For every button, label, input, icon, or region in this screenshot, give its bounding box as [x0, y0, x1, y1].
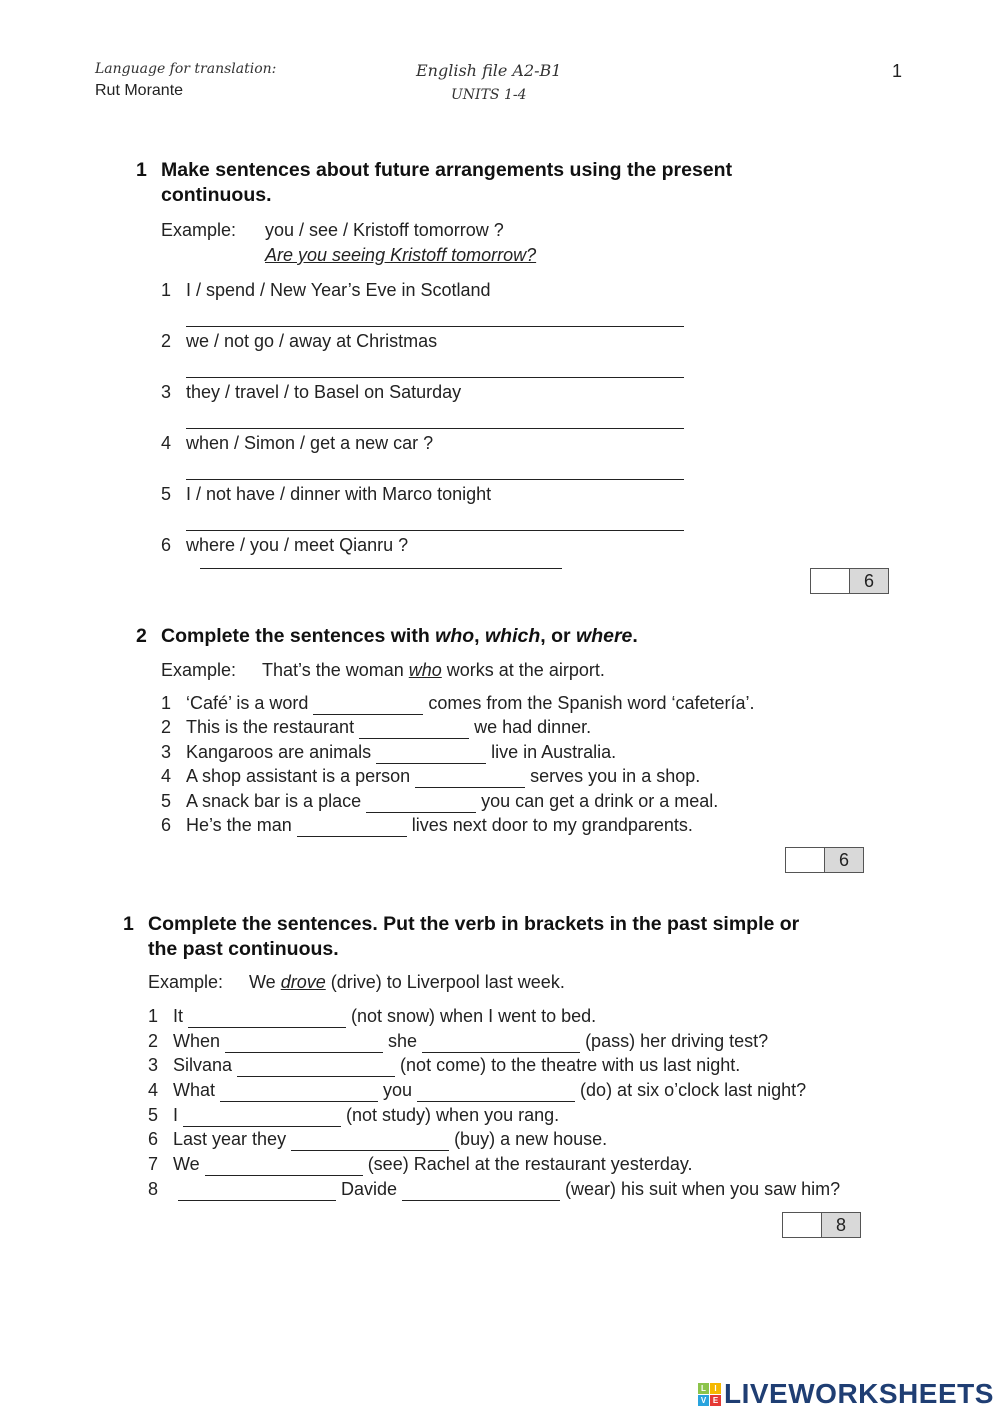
answer-line[interactable] — [186, 304, 684, 327]
sentence-text: (not snow) when I went to bed. — [351, 1006, 597, 1026]
sentence-text: (not come) to the theatre with us last night. — [400, 1055, 741, 1075]
item-prompt: where / you / meet Qianru ? — [186, 535, 409, 555]
heading-end: . — [632, 625, 638, 647]
section1-score-total: 6 — [850, 569, 888, 593]
section1-heading-line2: continuous. — [161, 184, 272, 206]
answer-blank[interactable] — [415, 769, 525, 788]
answer-blank[interactable] — [188, 1009, 346, 1028]
sentence-text: (not study) when you rang. — [346, 1105, 560, 1125]
section3-example — [249, 971, 565, 993]
sentence-text: (pass) her driving test? — [585, 1031, 769, 1051]
item-number: 5 — [161, 791, 172, 811]
item-number: 6 — [148, 1129, 159, 1149]
answer-line[interactable] — [186, 406, 684, 429]
answer-blank[interactable] — [376, 745, 486, 764]
sentence — [186, 790, 718, 813]
example-text: (drive) to Liverpool last week. — [325, 972, 565, 992]
sentence-text: comes from the Spanish word ‘cafetería’. — [428, 693, 755, 713]
sentence-text: It — [173, 1006, 184, 1026]
cube-letter: I — [710, 1383, 721, 1394]
item-prompt: when / Simon / get a new car ? — [186, 433, 434, 453]
answer-line[interactable] — [186, 508, 684, 531]
sentence — [186, 692, 755, 715]
sentence — [173, 1005, 596, 1028]
sentence — [173, 1153, 693, 1176]
item-prompt: they / travel / to Basel on Saturday — [186, 382, 462, 402]
answer-line[interactable] — [186, 355, 684, 378]
answer-line[interactable] — [200, 546, 562, 569]
section2-score-input[interactable] — [786, 848, 825, 872]
sentence-text: When — [173, 1031, 221, 1051]
item-number: 1 — [161, 280, 172, 300]
item-number: 8 — [148, 1179, 159, 1199]
example-text: works at the airport. — [441, 660, 605, 680]
sentence — [186, 716, 591, 739]
logo-cube-icon — [698, 1383, 721, 1406]
units-label: UNITS 1-4 — [451, 87, 527, 103]
sentence-text: (see) Rachel at the restaurant yesterday. — [367, 1154, 693, 1174]
section2-heading — [161, 624, 638, 649]
item-number: 2 — [148, 1031, 159, 1051]
heading-sep: , or — [540, 625, 577, 647]
section3-heading-line2: the past continuous. — [148, 938, 339, 960]
example-text: That’s the woman — [262, 660, 409, 680]
item-number: 1 — [161, 693, 172, 713]
section3-example-label: Example: — [148, 972, 224, 992]
item-prompt: I / not have / dinner with Marco tonight — [186, 484, 492, 504]
item-number: 7 — [148, 1154, 159, 1174]
answer-blank[interactable] — [178, 1182, 336, 1201]
sentence-text: (wear) his suit when you saw him? — [565, 1179, 841, 1199]
answer-blank[interactable] — [297, 818, 407, 837]
cube-letter: L — [698, 1383, 709, 1394]
section1-example-answer: Are you seeing Kristoff tomorrow? — [265, 245, 537, 265]
heading-word-which: which — [485, 625, 541, 647]
answer-blank[interactable] — [183, 1108, 341, 1127]
section1-number: 1 — [136, 159, 147, 181]
liveworksheets-logo — [698, 1378, 994, 1410]
language-label: Language for translation: — [95, 61, 277, 77]
item-prompt: we / not go / away at Christmas — [186, 331, 438, 351]
section3-score-box — [782, 1212, 861, 1238]
section1-score-box — [810, 568, 889, 594]
page-number: 1 — [892, 61, 903, 81]
answer-blank[interactable] — [220, 1083, 378, 1102]
section3-score-total: 8 — [822, 1213, 860, 1237]
item-prompt: I / spend / New Year’s Eve in Scotland — [186, 280, 491, 300]
section2-score-box — [785, 847, 864, 873]
sentence-text: Silvana — [173, 1055, 233, 1075]
item-number: 1 — [148, 1006, 159, 1026]
answer-blank[interactable] — [402, 1182, 560, 1201]
sentence-text: (do) at six o’clock last night? — [580, 1080, 807, 1100]
sentence-text: she — [388, 1031, 418, 1051]
answer-blank[interactable] — [225, 1034, 383, 1053]
item-number: 6 — [161, 815, 172, 835]
sentence — [186, 741, 616, 764]
heading-text: Complete the sentences with — [161, 625, 436, 647]
sentence-text: A shop assistant is a person — [186, 766, 411, 786]
sentence-text: lives next door to my grandparents. — [411, 815, 693, 835]
example-answer: who — [408, 660, 442, 680]
item-number: 3 — [161, 382, 172, 402]
section1-heading-line1: Make sentences about future arrangements using the present — [161, 159, 733, 181]
answer-blank[interactable] — [313, 696, 423, 715]
sentence-text: Kangaroos are animals — [186, 742, 372, 762]
heading-word-where: where — [576, 625, 633, 647]
item-number: 2 — [161, 331, 172, 351]
sentence-text: we had dinner. — [474, 717, 592, 737]
sentence-text: (buy) a new house. — [454, 1129, 608, 1149]
sentence — [173, 1104, 559, 1127]
sentence — [186, 814, 693, 837]
heading-sep: , — [474, 625, 485, 647]
example-answer: drove — [280, 972, 326, 992]
sentence-text: We — [173, 1154, 200, 1174]
sentence-text: Last year they — [173, 1129, 287, 1149]
sentence-text: He’s the man — [186, 815, 292, 835]
sentence — [173, 1178, 840, 1201]
sentence-text: Davide — [341, 1179, 398, 1199]
answer-blank[interactable] — [237, 1058, 395, 1077]
answer-blank[interactable] — [422, 1034, 580, 1053]
section1-score-input[interactable] — [811, 569, 850, 593]
section3-score-input[interactable] — [783, 1213, 822, 1237]
cube-letter: E — [710, 1395, 721, 1406]
section1-example-label: Example: — [161, 220, 237, 240]
item-number: 6 — [161, 535, 172, 555]
section2-example-label: Example: — [161, 660, 237, 680]
document-title: English file A2-B1 — [416, 61, 562, 80]
sentence-text: This is the restaurant — [186, 717, 355, 737]
sentence-text: serves you in a shop. — [530, 766, 701, 786]
item-number: 4 — [161, 433, 172, 453]
sentence — [173, 1030, 768, 1053]
sentence — [173, 1054, 740, 1077]
sentence — [173, 1079, 806, 1102]
answer-line[interactable] — [186, 457, 684, 480]
item-number: 3 — [148, 1055, 159, 1075]
sentence-text: you can get a drink or a meal. — [481, 791, 719, 811]
heading-word-who: who — [435, 625, 475, 647]
item-number: 5 — [148, 1105, 159, 1125]
sentence — [186, 765, 700, 788]
section1-example-prompt: you / see / Kristoff tomorrow ? — [265, 220, 504, 240]
author-name: Rut Morante — [95, 82, 184, 99]
section2-number: 2 — [136, 625, 147, 647]
answer-blank[interactable] — [359, 720, 469, 739]
section3-heading-line1: Complete the sentences. Put the verb in brackets in the past simple or — [148, 913, 800, 935]
example-text: We — [249, 972, 281, 992]
sentence-text: I — [173, 1105, 179, 1125]
item-number: 3 — [161, 742, 172, 762]
section2-score-total: 6 — [825, 848, 863, 872]
sentence — [173, 1128, 607, 1151]
answer-blank[interactable] — [205, 1157, 363, 1176]
item-number: 4 — [148, 1080, 159, 1100]
sentence-text: you — [383, 1080, 413, 1100]
answer-blank[interactable] — [417, 1083, 575, 1102]
sentence-text: ‘Café’ is a word — [186, 693, 309, 713]
answer-blank[interactable] — [291, 1132, 449, 1151]
sentence-text: A snack bar is a place — [186, 791, 362, 811]
answer-blank[interactable] — [366, 794, 476, 813]
cube-letter: V — [698, 1395, 709, 1406]
item-number: 2 — [161, 717, 172, 737]
item-number: 5 — [161, 484, 172, 504]
section2-example — [262, 659, 605, 681]
logo-text: LIVEWORKSHEETS — [724, 1378, 994, 1409]
sentence-text: What — [173, 1080, 216, 1100]
sentence-text: live in Australia. — [491, 742, 617, 762]
item-number: 4 — [161, 766, 172, 786]
section3-number: 1 — [123, 913, 134, 935]
